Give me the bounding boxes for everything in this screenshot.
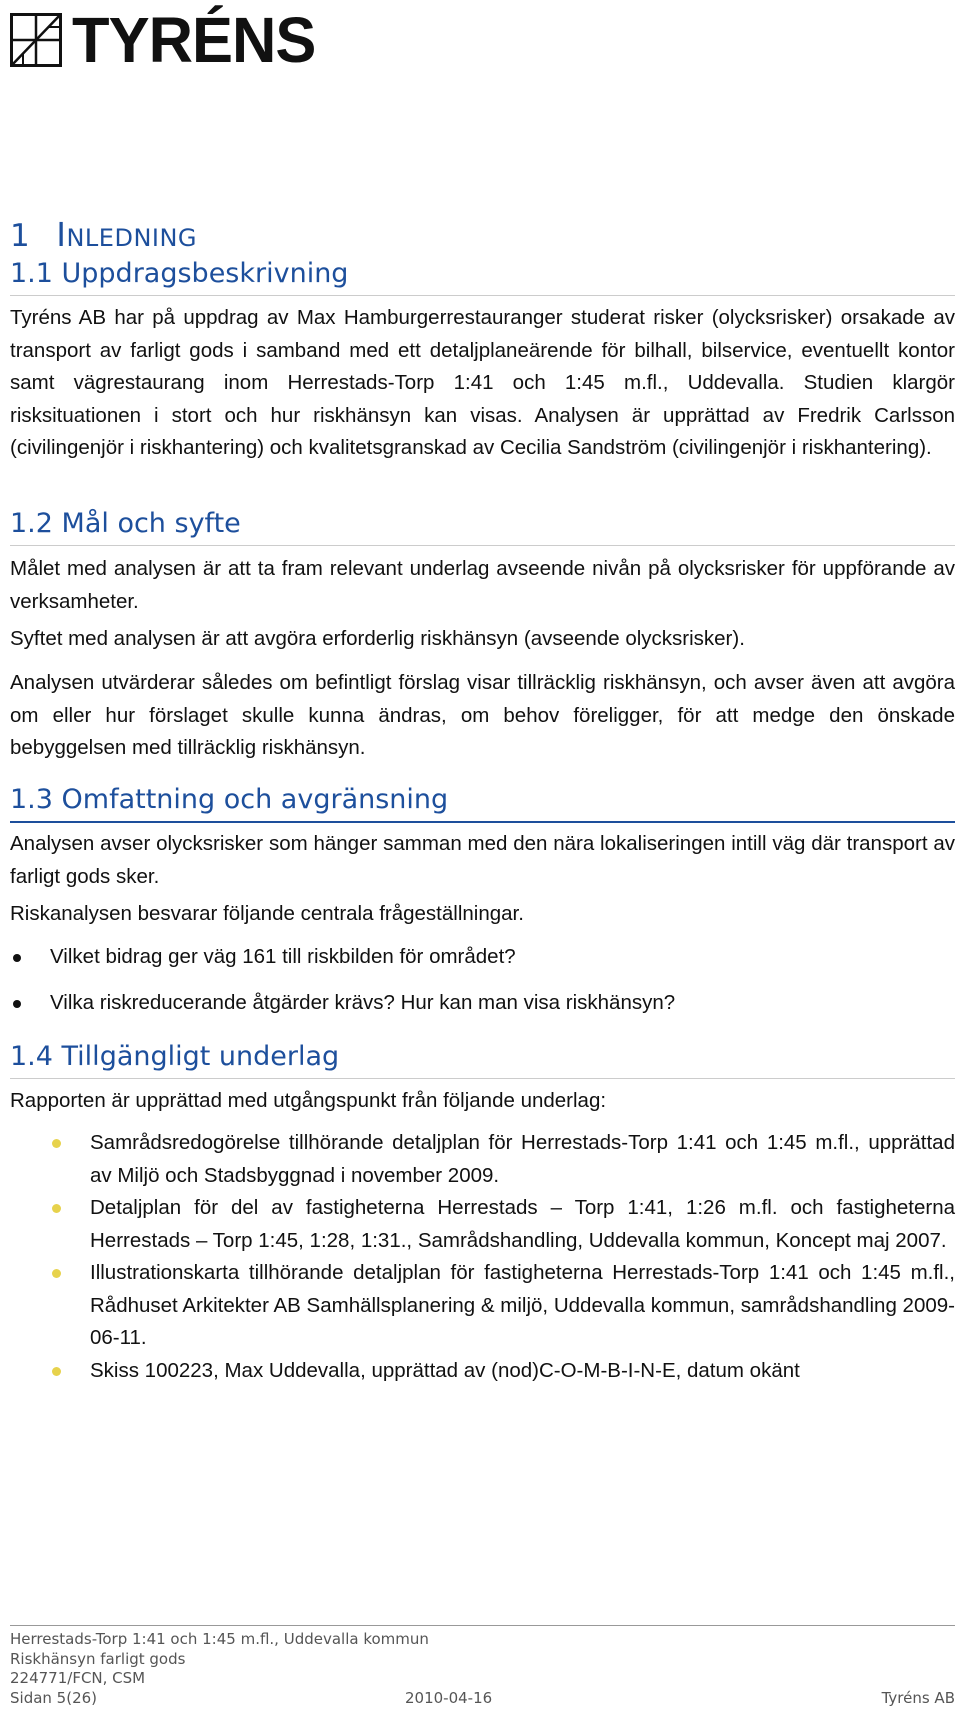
section-1-2-paragraph-3: Analysen utvärderar således om befintligt förslag visar tillräcklig riskhänsyn, och avser även att avgöra om eller hur förslaget skulle kunna ändras, om behov föreligger, för att medge den önskade bebyggelsen med tillräcklig riskhänsyn.	[10, 671, 955, 759]
footer-project: Herrestads-Torp 1:41 och 1:45 m.fl., Uddevalla kommun	[10, 1630, 429, 1648]
chapter-title-initial: I	[56, 215, 67, 254]
section-1-3-paragraph-1: Analysen avser olycksrisker som hänger samman med den nära lokaliseringen intill väg där transport av farligt gods sker.	[10, 832, 955, 888]
list-item: Vilka riskreducerande åtgärder krävs? Hur kan man visa riskhänsyn?	[10, 987, 955, 1033]
section-1-3-paragraph-2: Riskanalysen besvarar följande centrala frågeställningar.	[10, 902, 524, 925]
footer-subject: Riskhänsyn farligt gods	[10, 1649, 186, 1668]
page-footer	[10, 1625, 955, 1708]
brand-name: TYRÉNS	[72, 4, 316, 76]
footer-reference: 224771/FCN, CSM	[10, 1669, 146, 1687]
section-1-2-paragraph-1: Målet med analysen är att ta fram relevant underlag avseende nivån på olycksrisker för uppförande av verksamheter.	[10, 557, 955, 613]
section-heading-1-4: 1.4 Tillgängligt underlag	[10, 1040, 955, 1079]
list-item: Illustrationskarta tillhörande detaljplan för fastigheterna Herrestads-Torp 1:41 och 1:45 m.fl., Rådhuset Arkitekter AB Samhällsplanering & miljö, Uddevalla kommun, samrådshandling 2009-06-11.	[10, 1257, 955, 1355]
chapter-number: 1	[10, 218, 31, 254]
page-number: Sidan 5(26)	[10, 1688, 98, 1707]
chapter-title-rest: NLEDNING	[66, 224, 198, 252]
chapter-heading	[10, 215, 197, 254]
question-list	[10, 941, 955, 1033]
list-item: Detaljplan för del av fastigheterna Herrestads – Torp 1:41, 1:26 m.fl. och fastigheterna Herrestads – Torp 1:45, 1:28, 1:31., Samrådshandling, Uddevalla kommun, Koncept maj 2007.	[10, 1192, 955, 1257]
section-heading-1-2: 1.2 Mål och syfte	[10, 507, 955, 546]
company-logo	[10, 4, 326, 76]
list-item: Skiss 100223, Max Uddevalla, upprättad av (nod)C-O-M-B-I-N-E, datum okänt	[10, 1355, 955, 1388]
section-1-2-paragraph-2: Syftet med analysen är att avgöra erforderlig riskhänsyn (avseende olycksrisker).	[10, 627, 745, 650]
source-list	[10, 1127, 955, 1387]
cube-logo-icon	[10, 13, 62, 67]
footer-date: 2010-04-16	[405, 1688, 493, 1707]
section-heading-1-1: 1.1 Uppdragsbeskrivning	[10, 257, 955, 296]
list-item: Vilket bidrag ger väg 161 till riskbilden för området?	[10, 941, 955, 987]
section-1-4-paragraph-1: Rapporten är upprättad med utgångspunkt från följande underlag:	[10, 1089, 607, 1112]
footer-last-row	[10, 1689, 955, 1709]
section-heading-1-3: 1.3 Omfattning och avgränsning	[10, 783, 955, 823]
footer-company: Tyréns AB	[881, 1688, 955, 1707]
list-item: Samrådsredogörelse tillhörande detaljplan för Herrestads-Torp 1:41 och 1:45 m.fl., upprättad av Miljö och Stadsbyggnad i november 2009.	[10, 1127, 955, 1192]
section-1-1-paragraph: Tyréns AB har på uppdrag av Max Hamburgerrestauranger studerat risker (olycksrisker) orsakade av transport av farligt gods i samband med ett detaljplaneärende för bilhall, bilservice, eventuellt kontor samt vägrestaurang inom Herrestads-Torp 1:41 och 1:45 m.fl., Uddevalla. Studien klargör risksituationen i stort och hur riskhänsyn kan visas. Analysen är upprättad av Fredrik Carlsson (civilingenjör i riskhantering) och kvalitetsgranskad av Cecilia Sandström (civilingenjör i riskhantering).	[10, 306, 955, 459]
